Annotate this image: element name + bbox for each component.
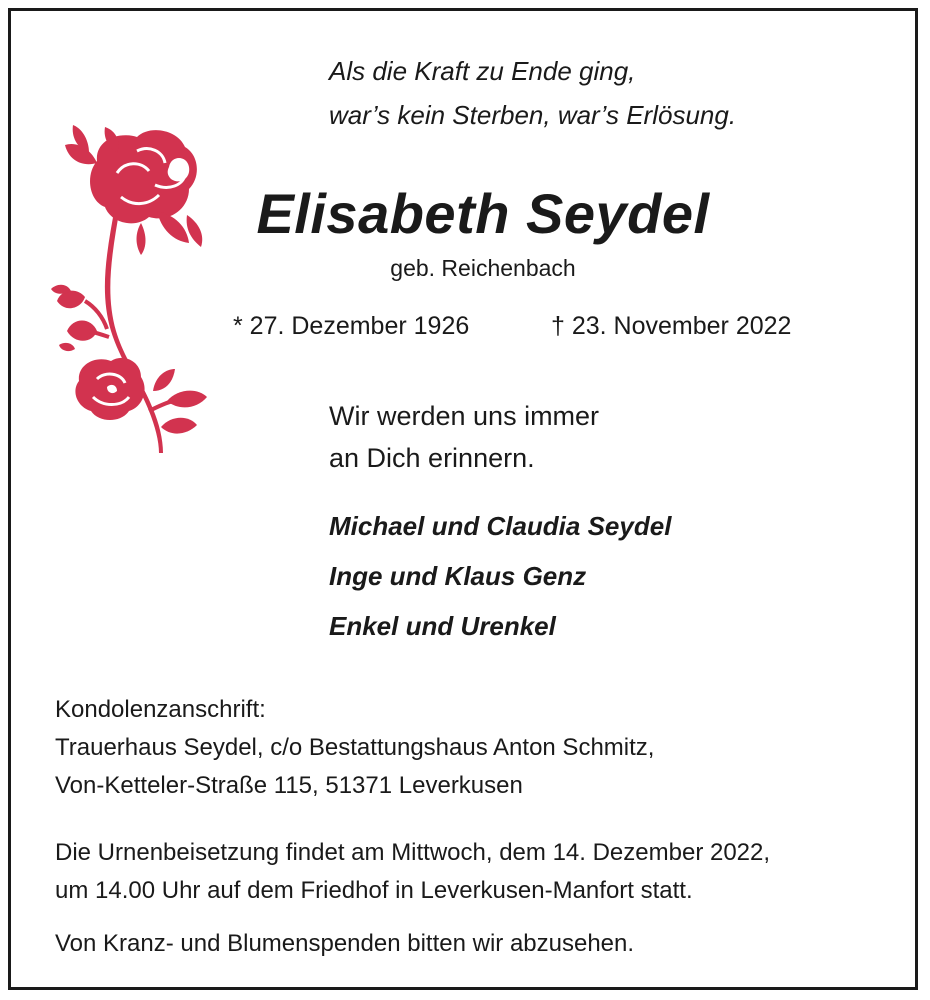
condolence-label: Kondolenzanschrift: [55,696,266,723]
flowers-note: Von Kranz- und Blumenspenden bitten wir abzusehen. [55,930,635,957]
motto-line-2: war’s kein Sterben, war’s Erlösung. [329,100,737,130]
mourners-list [329,501,671,651]
burial-line-1: Die Urnenbeisetzung findet am Mittwoch, dem 14. Dezember 2022, [55,839,771,866]
condolence-line-2: Von-Ketteler-Straße 115, 51371 Leverkusen [55,772,523,799]
mourner-3: Enkel und Urenkel [329,611,556,641]
remembrance-line-1: Wir werden uns immer [329,401,600,431]
rose-branch-icon [37,111,217,456]
remembrance-text [329,395,599,479]
maiden-name: geb. Reichenbach [390,255,576,281]
obituary-frame [8,8,918,990]
mourner-2: Inge und Klaus Genz [329,561,587,591]
burial-line-2: um 14.00 Uhr auf dem Friedhof in Leverkusen-Manfort statt. [55,877,693,904]
condolence-address [55,691,654,805]
death-date: † 23. November 2022 [551,312,792,340]
birth-date: * 27. Dezember 1926 [233,312,470,340]
obituary-content [11,11,915,987]
motto-line-1: Als die Kraft zu Ende ging, [329,56,636,86]
burial-notice [55,834,770,910]
deceased-name: Elisabeth Seydel [256,182,710,245]
mourner-1: Michael und Claudia Seydel [329,511,672,541]
condolence-line-1: Trauerhaus Seydel, c/o Bestattungshaus Anton Schmitz, [55,734,655,761]
remembrance-line-2: an Dich erinnern. [329,443,535,473]
motto-verse [329,49,736,137]
